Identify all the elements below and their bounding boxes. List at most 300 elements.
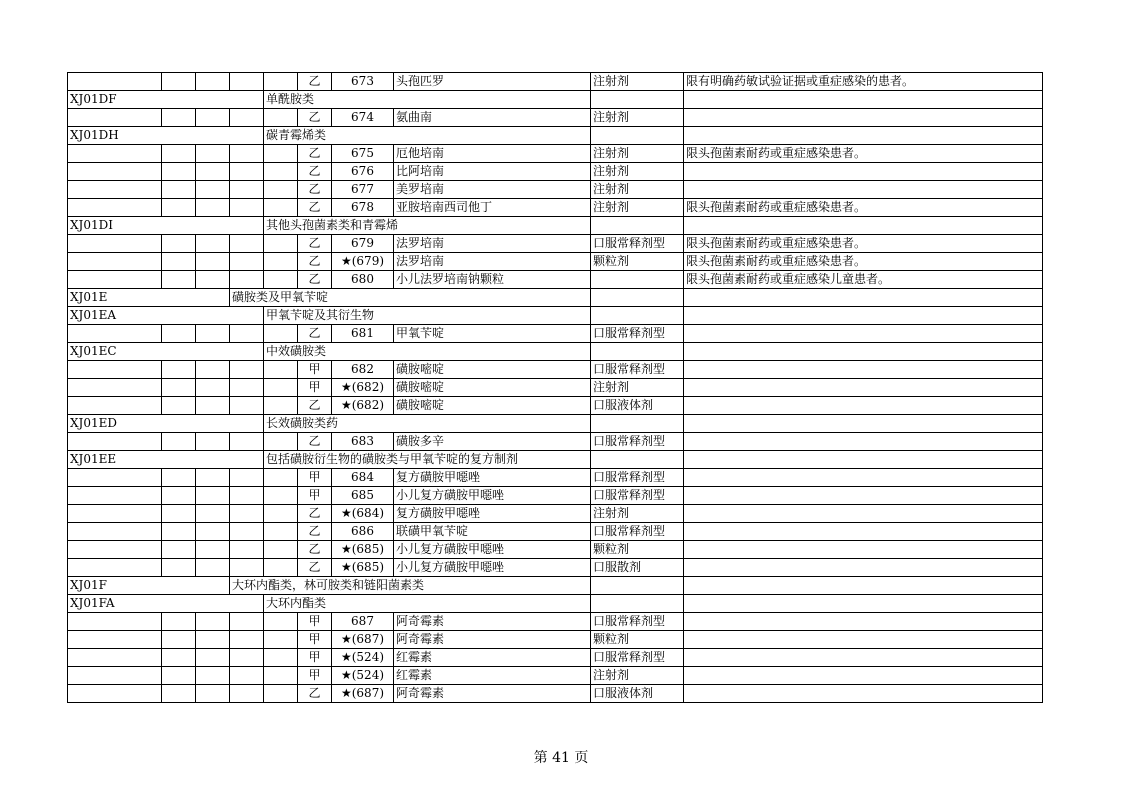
drug-note (684, 631, 1043, 649)
level-cell (264, 145, 298, 163)
category-title: 磺胺类及甲氧苄啶 (230, 289, 591, 307)
drug-note (684, 685, 1043, 703)
dosage-form: 注射剂 (591, 73, 684, 91)
level-cell (264, 631, 298, 649)
code-cell (68, 433, 162, 451)
drug-category: 甲 (298, 631, 332, 649)
code-cell (68, 397, 162, 415)
dosage-form (591, 271, 684, 289)
drug-name: 红霉素 (394, 649, 591, 667)
level-cell (162, 505, 196, 523)
drug-name: 头孢匹罗 (394, 73, 591, 91)
drug-name: 磺胺嘧啶 (394, 397, 591, 415)
code-cell (68, 271, 162, 289)
drug-note: 限头孢菌素耐药或重症感染患者。 (684, 145, 1043, 163)
dosage-form: 口服液体剂 (591, 397, 684, 415)
level-cell (230, 613, 264, 631)
drug-row (68, 199, 1043, 217)
drug-number: ★(682) (332, 379, 394, 397)
level-cell (230, 397, 264, 415)
code-cell (68, 163, 162, 181)
drug-name: 磺胺嘧啶 (394, 361, 591, 379)
drug-category: 乙 (298, 433, 332, 451)
drug-row (68, 667, 1043, 685)
drug-number: 684 (332, 469, 394, 487)
level-cell (196, 145, 230, 163)
drug-note (684, 379, 1043, 397)
level-cell (264, 559, 298, 577)
drug-number: 686 (332, 523, 394, 541)
drug-row (68, 253, 1043, 271)
drug-name: 小儿复方磺胺甲噁唑 (394, 487, 591, 505)
drug-category: 甲 (298, 361, 332, 379)
drug-number: ★(685) (332, 541, 394, 559)
drug-category: 甲 (298, 649, 332, 667)
level-cell (162, 379, 196, 397)
category-title: 单酰胺类 (264, 91, 591, 109)
dosage-form: 口服常释剂型 (591, 487, 684, 505)
note-cell (684, 577, 1043, 595)
drug-category: 甲 (298, 469, 332, 487)
drug-row (68, 487, 1043, 505)
drug-category: 乙 (298, 541, 332, 559)
drug-category: 乙 (298, 559, 332, 577)
level-cell (162, 541, 196, 559)
drug-name: 红霉素 (394, 667, 591, 685)
code-cell (68, 685, 162, 703)
note-cell (684, 595, 1043, 613)
level-cell (264, 181, 298, 199)
level-cell (264, 649, 298, 667)
drug-name: 法罗培南 (394, 253, 591, 271)
category-title: 甲氧苄啶及其衍生物 (264, 307, 591, 325)
code-cell (68, 181, 162, 199)
code-cell (68, 73, 162, 91)
category-code: XJ01EE (68, 451, 264, 469)
level-cell (196, 397, 230, 415)
level-cell (264, 109, 298, 127)
drug-row (68, 163, 1043, 181)
level-cell (264, 541, 298, 559)
dosage-form: 口服常释剂型 (591, 325, 684, 343)
form-cell (591, 307, 684, 325)
drug-number: 685 (332, 487, 394, 505)
code-cell (68, 667, 162, 685)
level-cell (264, 199, 298, 217)
drug-row (68, 685, 1043, 703)
drug-category: 乙 (298, 181, 332, 199)
category-title: 其他头孢菌素类和青霉烯 (264, 217, 591, 235)
drug-row (68, 325, 1043, 343)
drug-category: 甲 (298, 667, 332, 685)
level-cell (196, 487, 230, 505)
form-cell (591, 577, 684, 595)
form-cell (591, 217, 684, 235)
category-row (68, 127, 1043, 145)
drug-category: 乙 (298, 235, 332, 253)
level-cell (230, 631, 264, 649)
level-cell (196, 649, 230, 667)
drug-number: 678 (332, 199, 394, 217)
category-title: 碳青霉烯类 (264, 127, 591, 145)
drug-number: ★(684) (332, 505, 394, 523)
drug-row (68, 613, 1043, 631)
drug-name: 复方磺胺甲噁唑 (394, 505, 591, 523)
dosage-form: 口服散剂 (591, 559, 684, 577)
drug-number: ★(687) (332, 631, 394, 649)
level-cell (162, 685, 196, 703)
code-cell (68, 469, 162, 487)
drug-number: 675 (332, 145, 394, 163)
drug-name: 法罗培南 (394, 235, 591, 253)
drug-note (684, 109, 1043, 127)
dosage-form: 颗粒剂 (591, 253, 684, 271)
category-code: XJ01ED (68, 415, 264, 433)
form-cell (591, 127, 684, 145)
category-code: XJ01DF (68, 91, 264, 109)
drug-row (68, 397, 1043, 415)
level-cell (196, 685, 230, 703)
level-cell (230, 253, 264, 271)
category-row (68, 451, 1043, 469)
dosage-form: 口服常释剂型 (591, 649, 684, 667)
level-cell (264, 433, 298, 451)
level-cell (196, 361, 230, 379)
level-cell (264, 469, 298, 487)
drug-note (684, 361, 1043, 379)
level-cell (264, 325, 298, 343)
drug-name: 磺胺嘧啶 (394, 379, 591, 397)
category-title: 大环内酯类 (264, 595, 591, 613)
level-cell (230, 505, 264, 523)
level-cell (264, 379, 298, 397)
drug-category: 乙 (298, 271, 332, 289)
level-cell (162, 523, 196, 541)
category-code: XJ01DH (68, 127, 264, 145)
drug-number: 676 (332, 163, 394, 181)
level-cell (264, 613, 298, 631)
level-cell (196, 271, 230, 289)
level-cell (230, 667, 264, 685)
drug-row (68, 181, 1043, 199)
level-cell (196, 199, 230, 217)
level-cell (230, 523, 264, 541)
drug-note (684, 163, 1043, 181)
level-cell (162, 145, 196, 163)
level-cell (230, 235, 264, 253)
drug-category: 甲 (298, 379, 332, 397)
level-cell (230, 685, 264, 703)
drug-name: 比阿培南 (394, 163, 591, 181)
level-cell (162, 649, 196, 667)
drug-name: 小儿复方磺胺甲噁唑 (394, 541, 591, 559)
category-title: 长效磺胺类药 (264, 415, 591, 433)
category-title: 大环内酯类，林可胺类和链阳菌素类 (230, 577, 591, 595)
level-cell (196, 379, 230, 397)
drug-note (684, 559, 1043, 577)
level-cell (162, 613, 196, 631)
category-code: XJ01EC (68, 343, 264, 361)
code-cell (68, 649, 162, 667)
note-cell (684, 289, 1043, 307)
drug-name: 阿奇霉素 (394, 631, 591, 649)
level-cell (230, 361, 264, 379)
level-cell (196, 73, 230, 91)
level-cell (196, 253, 230, 271)
dosage-form: 口服常释剂型 (591, 469, 684, 487)
drug-number: ★(682) (332, 397, 394, 415)
drug-note (684, 433, 1043, 451)
drug-row (68, 649, 1043, 667)
form-cell (591, 451, 684, 469)
drug-note: 限头孢菌素耐药或重症感染患者。 (684, 235, 1043, 253)
drug-number: 682 (332, 361, 394, 379)
level-cell (196, 163, 230, 181)
drug-name: 小儿法罗培南钠颗粒 (394, 271, 591, 289)
drug-name: 磺胺多辛 (394, 433, 591, 451)
drug-number: 674 (332, 109, 394, 127)
code-cell (68, 559, 162, 577)
dosage-form: 颗粒剂 (591, 631, 684, 649)
level-cell (230, 271, 264, 289)
note-cell (684, 451, 1043, 469)
drug-row (68, 73, 1043, 91)
category-code: XJ01EA (68, 307, 264, 325)
drug-category: 乙 (298, 109, 332, 127)
drug-number: 679 (332, 235, 394, 253)
drug-note: 限头孢菌素耐药或重症感染儿童患者。 (684, 271, 1043, 289)
level-cell (196, 235, 230, 253)
drug-category: 乙 (298, 253, 332, 271)
level-cell (230, 145, 264, 163)
drug-note (684, 181, 1043, 199)
level-cell (264, 361, 298, 379)
level-cell (162, 433, 196, 451)
drug-row (68, 505, 1043, 523)
drug-number: ★(524) (332, 667, 394, 685)
category-row (68, 577, 1043, 595)
drug-row (68, 541, 1043, 559)
level-cell (162, 163, 196, 181)
category-title: 包括磺胺衍生物的磺胺类与甲氧苄啶的复方制剂 (264, 451, 591, 469)
drug-row (68, 433, 1043, 451)
level-cell (162, 631, 196, 649)
level-cell (230, 181, 264, 199)
note-cell (684, 307, 1043, 325)
page-number: 第 41 页 (533, 750, 589, 766)
form-cell (591, 91, 684, 109)
form-cell (591, 343, 684, 361)
drug-note (684, 541, 1043, 559)
dosage-form: 注射剂 (591, 199, 684, 217)
level-cell (162, 73, 196, 91)
drug-name: 阿奇霉素 (394, 685, 591, 703)
drug-note (684, 325, 1043, 343)
level-cell (264, 505, 298, 523)
category-code: XJ01E (68, 289, 230, 307)
level-cell (230, 199, 264, 217)
form-cell (591, 415, 684, 433)
drug-category: 乙 (298, 73, 332, 91)
level-cell (230, 109, 264, 127)
level-cell (196, 433, 230, 451)
category-row (68, 415, 1043, 433)
level-cell (264, 397, 298, 415)
drug-catalog-table (67, 72, 1043, 703)
dosage-form: 注射剂 (591, 163, 684, 181)
drug-name: 甲氧苄啶 (394, 325, 591, 343)
drug-number: 681 (332, 325, 394, 343)
level-cell (264, 271, 298, 289)
drug-category: 甲 (298, 613, 332, 631)
drug-row (68, 379, 1043, 397)
level-cell (230, 541, 264, 559)
code-cell (68, 109, 162, 127)
drug-number: 683 (332, 433, 394, 451)
code-cell (68, 631, 162, 649)
drug-category: 乙 (298, 685, 332, 703)
dosage-form: 口服常释剂型 (591, 361, 684, 379)
drug-note: 限头孢菌素耐药或重症感染患者。 (684, 199, 1043, 217)
level-cell (162, 109, 196, 127)
dosage-form: 注射剂 (591, 667, 684, 685)
level-cell (196, 613, 230, 631)
drug-row (68, 469, 1043, 487)
drug-number: 673 (332, 73, 394, 91)
dosage-form: 注射剂 (591, 145, 684, 163)
drug-name: 阿奇霉素 (394, 613, 591, 631)
code-cell (68, 523, 162, 541)
category-row (68, 307, 1043, 325)
drug-row (68, 361, 1043, 379)
drug-note (684, 667, 1043, 685)
dosage-form: 口服常释剂型 (591, 523, 684, 541)
level-cell (264, 73, 298, 91)
drug-number: ★(524) (332, 649, 394, 667)
level-cell (230, 325, 264, 343)
level-cell (162, 253, 196, 271)
dosage-form: 颗粒剂 (591, 541, 684, 559)
level-cell (162, 271, 196, 289)
drug-row (68, 145, 1043, 163)
drug-note: 限有明确药敏试验证据或重症感染的患者。 (684, 73, 1043, 91)
drug-number: 687 (332, 613, 394, 631)
level-cell (230, 379, 264, 397)
note-cell (684, 217, 1043, 235)
level-cell (162, 487, 196, 505)
drug-name: 厄他培南 (394, 145, 591, 163)
drug-category: 乙 (298, 163, 332, 181)
level-cell (264, 235, 298, 253)
level-cell (264, 253, 298, 271)
dosage-form: 注射剂 (591, 109, 684, 127)
level-cell (196, 181, 230, 199)
code-cell (68, 541, 162, 559)
level-cell (196, 505, 230, 523)
drug-name: 小儿复方磺胺甲噁唑 (394, 559, 591, 577)
category-code: XJ01FA (68, 595, 264, 613)
level-cell (264, 523, 298, 541)
level-cell (230, 649, 264, 667)
drug-note (684, 523, 1043, 541)
category-code: XJ01F (68, 577, 230, 595)
note-cell (684, 91, 1043, 109)
level-cell (196, 631, 230, 649)
drug-category: 乙 (298, 523, 332, 541)
drug-row (68, 271, 1043, 289)
drug-name: 美罗培南 (394, 181, 591, 199)
drug-row (68, 235, 1043, 253)
category-row (68, 217, 1043, 235)
drug-row (68, 631, 1043, 649)
level-cell (196, 109, 230, 127)
level-cell (230, 487, 264, 505)
level-cell (162, 181, 196, 199)
drug-category: 乙 (298, 397, 332, 415)
drug-category: 乙 (298, 145, 332, 163)
level-cell (230, 433, 264, 451)
level-cell (196, 559, 230, 577)
dosage-form: 口服常释剂型 (591, 235, 684, 253)
drug-name: 复方磺胺甲噁唑 (394, 469, 591, 487)
category-row (68, 91, 1043, 109)
code-cell (68, 487, 162, 505)
category-code: XJ01DI (68, 217, 264, 235)
code-cell (68, 613, 162, 631)
category-title: 中效磺胺类 (264, 343, 591, 361)
form-cell (591, 289, 684, 307)
drug-number: 680 (332, 271, 394, 289)
level-cell (196, 325, 230, 343)
drug-number: ★(685) (332, 559, 394, 577)
drug-note: 限头孢菌素耐药或重症感染患者。 (684, 253, 1043, 271)
level-cell (196, 469, 230, 487)
level-cell (230, 73, 264, 91)
code-cell (68, 325, 162, 343)
level-cell (162, 667, 196, 685)
form-cell (591, 595, 684, 613)
category-row (68, 343, 1043, 361)
dosage-form: 口服液体剂 (591, 685, 684, 703)
drug-category: 乙 (298, 325, 332, 343)
drug-note (684, 613, 1043, 631)
dosage-form: 注射剂 (591, 379, 684, 397)
level-cell (162, 235, 196, 253)
drug-note (684, 397, 1043, 415)
drug-number: ★(679) (332, 253, 394, 271)
code-cell (68, 253, 162, 271)
level-cell (162, 325, 196, 343)
drug-number: 677 (332, 181, 394, 199)
level-cell (264, 163, 298, 181)
code-cell (68, 145, 162, 163)
level-cell (264, 487, 298, 505)
code-cell (68, 199, 162, 217)
drug-row (68, 523, 1043, 541)
category-row (68, 289, 1043, 307)
drug-name: 氨曲南 (394, 109, 591, 127)
level-cell (230, 469, 264, 487)
level-cell (230, 163, 264, 181)
level-cell (162, 469, 196, 487)
note-cell (684, 127, 1043, 145)
drug-note (684, 487, 1043, 505)
level-cell (162, 397, 196, 415)
note-cell (684, 343, 1043, 361)
level-cell (196, 667, 230, 685)
code-cell (68, 235, 162, 253)
drug-row (68, 559, 1043, 577)
